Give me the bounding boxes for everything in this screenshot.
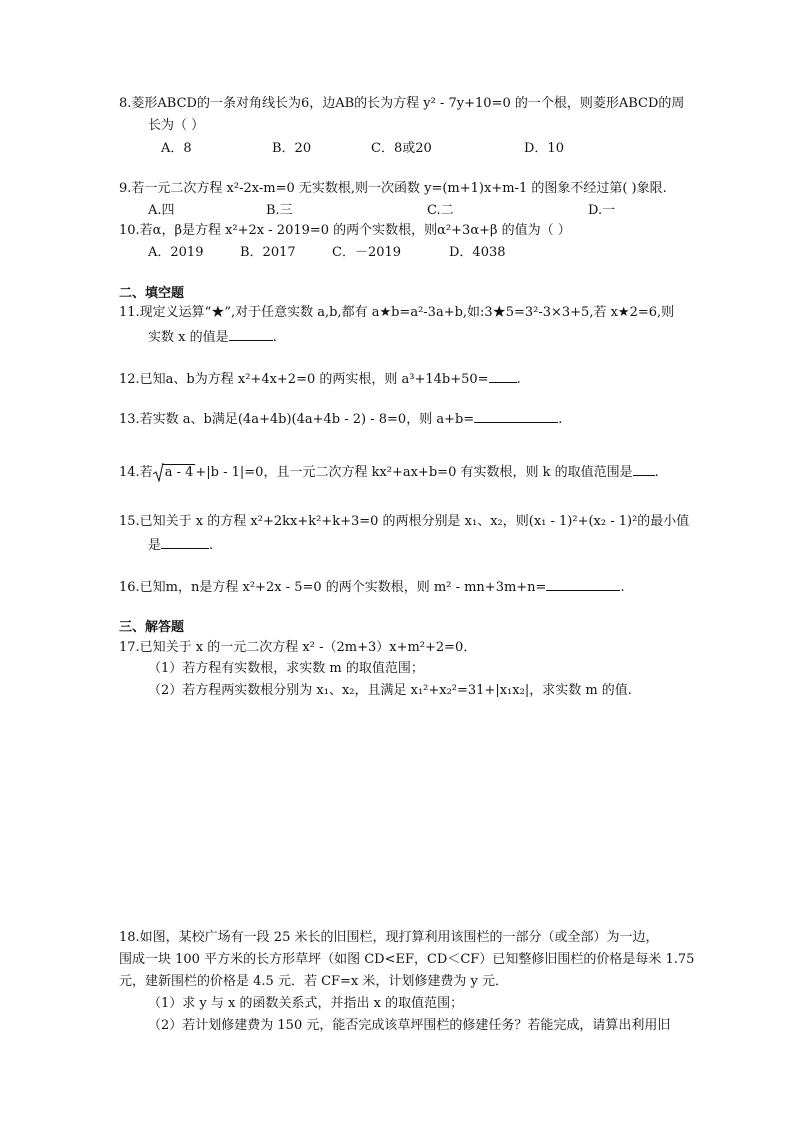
q13-answer-blank[interactable] bbox=[474, 410, 558, 423]
q17-sub2: （2）若方程两实数根分别为 x₁、x₂，且满足 x₁²+x₂²=31+|x₁x₂|，求实数 m 的值. bbox=[148, 683, 632, 698]
q8-line1: 8.菱形ABCD的一条对角线长为6，边AB的长为方程 y² - 7y+10=0 的一个根，则菱形ABCD的周 bbox=[119, 96, 685, 111]
q11-line2 bbox=[148, 328, 277, 346]
q14-text-start: 14.若 bbox=[119, 465, 153, 480]
q11-answer-blank[interactable] bbox=[229, 328, 273, 341]
q15-line2 bbox=[148, 536, 213, 554]
q18-line1: 18.如图，某校广场有一段 25 米长的旧围栏，现打算利用该围栏的一部分（或全部）为一边， bbox=[119, 930, 659, 945]
radicand: a - 4 bbox=[164, 465, 194, 480]
sqrt-expression bbox=[153, 464, 196, 481]
q18-line2: 围成一块 100 平方米的长方形草坪（如图 CD<EF，CD＜CF）已知整修旧围栏的价格是每米 1.75 bbox=[119, 952, 695, 967]
q10-option-b: B．2017 bbox=[240, 245, 296, 260]
q15-line1: 15.已知关于 x 的方程 x²+2kx+k²+k+3=0 的两根分别是 x₁、x₂，则(x₁ - 1)²+(x₂ - 1)²的最小值 bbox=[119, 514, 690, 529]
q18-sub2: （2）若计划修建费为 150 元，能否完成该草坪围栏的修建任务？若能完成，请算出利用旧 bbox=[148, 1018, 671, 1033]
q9-option-d: D.一 bbox=[588, 203, 616, 218]
q8-option-b: B．20 bbox=[272, 141, 312, 156]
q12-period: . bbox=[516, 372, 521, 387]
section-heading-fill-blank: 二、填空题 bbox=[119, 286, 185, 301]
q13-text: 13.若实数 a、b满足(4a+4b)(4a+4b - 2) - 8=0，则 a+b= bbox=[119, 412, 475, 427]
q15-answer-blank[interactable] bbox=[161, 536, 209, 549]
q9-option-c: C.二 bbox=[427, 203, 454, 218]
q13-period: . bbox=[558, 412, 563, 427]
q8-option-c: C．8或20 bbox=[371, 141, 432, 156]
q9-line1: 9.若一元二次方程 x²-2x-m=0 无实数根,则一次函数 y=(m+1)x+m-1 的图象不经过第( )象限. bbox=[119, 181, 667, 196]
q10-option-c: C．－2019 bbox=[332, 245, 402, 260]
q10-option-d: D．4038 bbox=[449, 245, 506, 260]
q10-option-a: A．2019 bbox=[148, 245, 204, 260]
q14-text-middle: +|b - 1|=0，且一元二次方程 kx²+ax+b=0 有实数根，则 k 的取值范围是 bbox=[195, 465, 633, 480]
q12-text: 12.已知a、b为方程 x²+4x+2=0 的两实根，则 a³+14b+50= bbox=[119, 372, 489, 387]
q9-option-b: B.三 bbox=[266, 203, 293, 218]
q12-answer-blank[interactable] bbox=[489, 370, 517, 383]
q18-sub1: （1）求 y 与 x 的函数关系式，并指出 x 的取值范围； bbox=[148, 996, 464, 1011]
q16-answer-blank[interactable] bbox=[546, 578, 620, 591]
radical-sign-icon bbox=[153, 462, 164, 482]
q12-line bbox=[119, 370, 521, 388]
q14-period: . bbox=[654, 465, 659, 480]
q16-line bbox=[119, 578, 625, 596]
q17-line1: 17.已知关于 x 的一元二次方程 x² -（2m+3）x+m²+2=0． bbox=[119, 640, 477, 655]
q15-text: 是 bbox=[148, 538, 162, 553]
q16-text: 16.已知m，n是方程 x²+2x - 5=0 的两个实数根，则 m² - mn+3m+n= bbox=[119, 580, 547, 595]
q14-line bbox=[119, 463, 659, 481]
section-heading-solve: 三、解答题 bbox=[119, 620, 185, 635]
q11-period: . bbox=[272, 330, 277, 345]
q13-line bbox=[119, 410, 562, 428]
q15-period: . bbox=[209, 538, 214, 553]
q14-answer-blank[interactable] bbox=[633, 463, 655, 476]
q11-line1: 11.现定义运算“★”,对于任意实数 a,b,都有 a★b=a²-3a+b,如:3★5=3²-3×3+5,若 x★2=6,则 bbox=[119, 305, 675, 320]
q10-line1: 10.若α，β是方程 x²+2x - 2019=0 的两个实数根，则α²+3α+β 的值为（ ） bbox=[119, 223, 571, 238]
q16-period: . bbox=[620, 580, 625, 595]
q9-option-a: A.四 bbox=[148, 203, 175, 218]
q18-line3: 元，建新围栏的价格是 4.5 元．若 CF=x 米，计划修建费为 y 元． bbox=[119, 974, 509, 989]
q17-sub1: （1）若方程有实数根，求实数 m 的取值范围； bbox=[148, 661, 424, 676]
q8-line2: 长为（ ） bbox=[148, 118, 205, 133]
q8-option-d: D．10 bbox=[524, 141, 564, 156]
q8-option-a: A．8 bbox=[161, 141, 192, 156]
q11-text: 实数 x 的值是 bbox=[148, 330, 229, 345]
